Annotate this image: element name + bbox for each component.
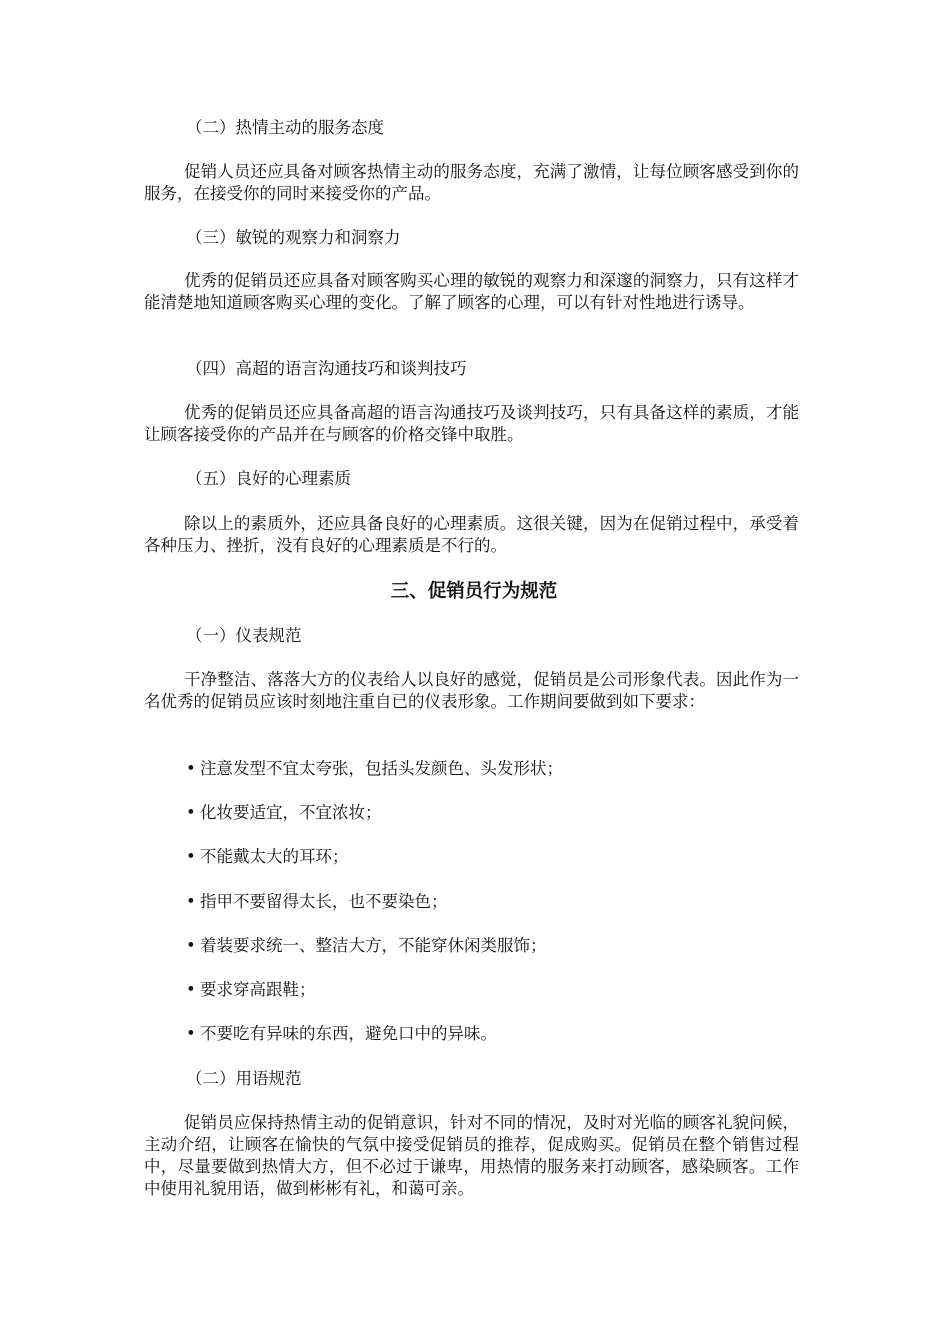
list-item: [186, 1023, 497, 1045]
list-item: [186, 802, 382, 824]
paragraph-appearance: 干净整洁、落落大方的仪表给人以良好的感觉，促销员是公司形象代表。因此作为一名优秀的促销员应该时刻地注重自已的仪表形象。工作期间要做到如下要求：: [144, 670, 799, 711]
paragraph-service-attitude: 促销人员还应具备对顾客热情主动的服务态度，充满了激情，让每位顾客感受到你的服务，在接受你的同时来接受你的产品。: [144, 162, 799, 203]
bullet-mark: •: [186, 803, 196, 822]
bullet-mark: •: [186, 892, 196, 911]
list-item: [186, 935, 547, 957]
subheading-psychology: （五）良好的心理素质: [186, 469, 351, 488]
list-item-text: 要求穿高跟鞋；: [200, 980, 316, 999]
bullet-mark: •: [186, 936, 196, 955]
list-item-text: 着装要求统一、整洁大方，不能穿休闲类服饰；: [200, 936, 547, 955]
paragraph-observation: 优秀的促销员还应具备对顾客购买心理的敏锐的观察力和深邃的洞察力，只有这样才能清楚地知道顾客购买心理的变化。了解了顾客的心理，可以有针对性地进行诱导。: [144, 271, 799, 312]
list-item-text: 化妆要适宜，不宜浓妆；: [200, 803, 382, 822]
list-item-text: 指甲不要留得太长，也不要染色；: [200, 892, 448, 911]
bullet-mark: •: [186, 759, 196, 778]
subheading-communication: （四）高超的语言沟通技巧和谈判技巧: [186, 359, 467, 378]
bullet-mark: •: [186, 1024, 196, 1043]
list-item: [186, 846, 349, 868]
list-item: [186, 979, 316, 1001]
subheading-language: （二）用语规范: [186, 1069, 302, 1088]
list-item-text: 不要吃有异味的东西，避免口中的异味。: [200, 1024, 497, 1043]
list-item-text: 注意发型不宜太夸张，包括头发颜色、头发形状；: [200, 759, 563, 778]
paragraph-language: 促销员应保持热情主动的促销意识，针对不同的情况，及时对光临的顾客礼貌问候，主动介绍，让顾客在愉快的气氛中接受促销员的推荐，促成购买。促销员在整个销售过程中，尽量要做到热情大方，但不必过于谦卑，用热情的服务来打动顾客，感染顾客。工作中使用礼貌用语，做到彬彬有礼，和蔼可亲。: [144, 1113, 799, 1198]
bullet-mark: •: [186, 980, 196, 999]
list-item: [186, 891, 448, 913]
list-item: [186, 758, 563, 780]
subheading-observation: （三）敏锐的观察力和洞察力: [186, 228, 401, 247]
paragraph-psychology: 除以上的素质外，还应具备良好的心理素质。这很关键，因为在促销过程中，承受着各种压力、挫折，没有良好的心理素质是不行的。: [144, 514, 799, 555]
subheading-service-attitude: （二）热情主动的服务态度: [186, 118, 384, 137]
list-item-text: 不能戴太大的耳环；: [200, 847, 349, 866]
paragraph-communication: 优秀的促销员还应具备高超的语言沟通技巧及谈判技巧，只有具备这样的素质，才能让顾客接受你的产品并在与顾客的价格交锋中取胜。: [144, 403, 799, 444]
bullet-mark: •: [186, 847, 196, 866]
section-heading-behavior-norms: 三、促销员行为规范: [390, 581, 558, 602]
subheading-appearance: （一）仪表规范: [186, 626, 302, 645]
